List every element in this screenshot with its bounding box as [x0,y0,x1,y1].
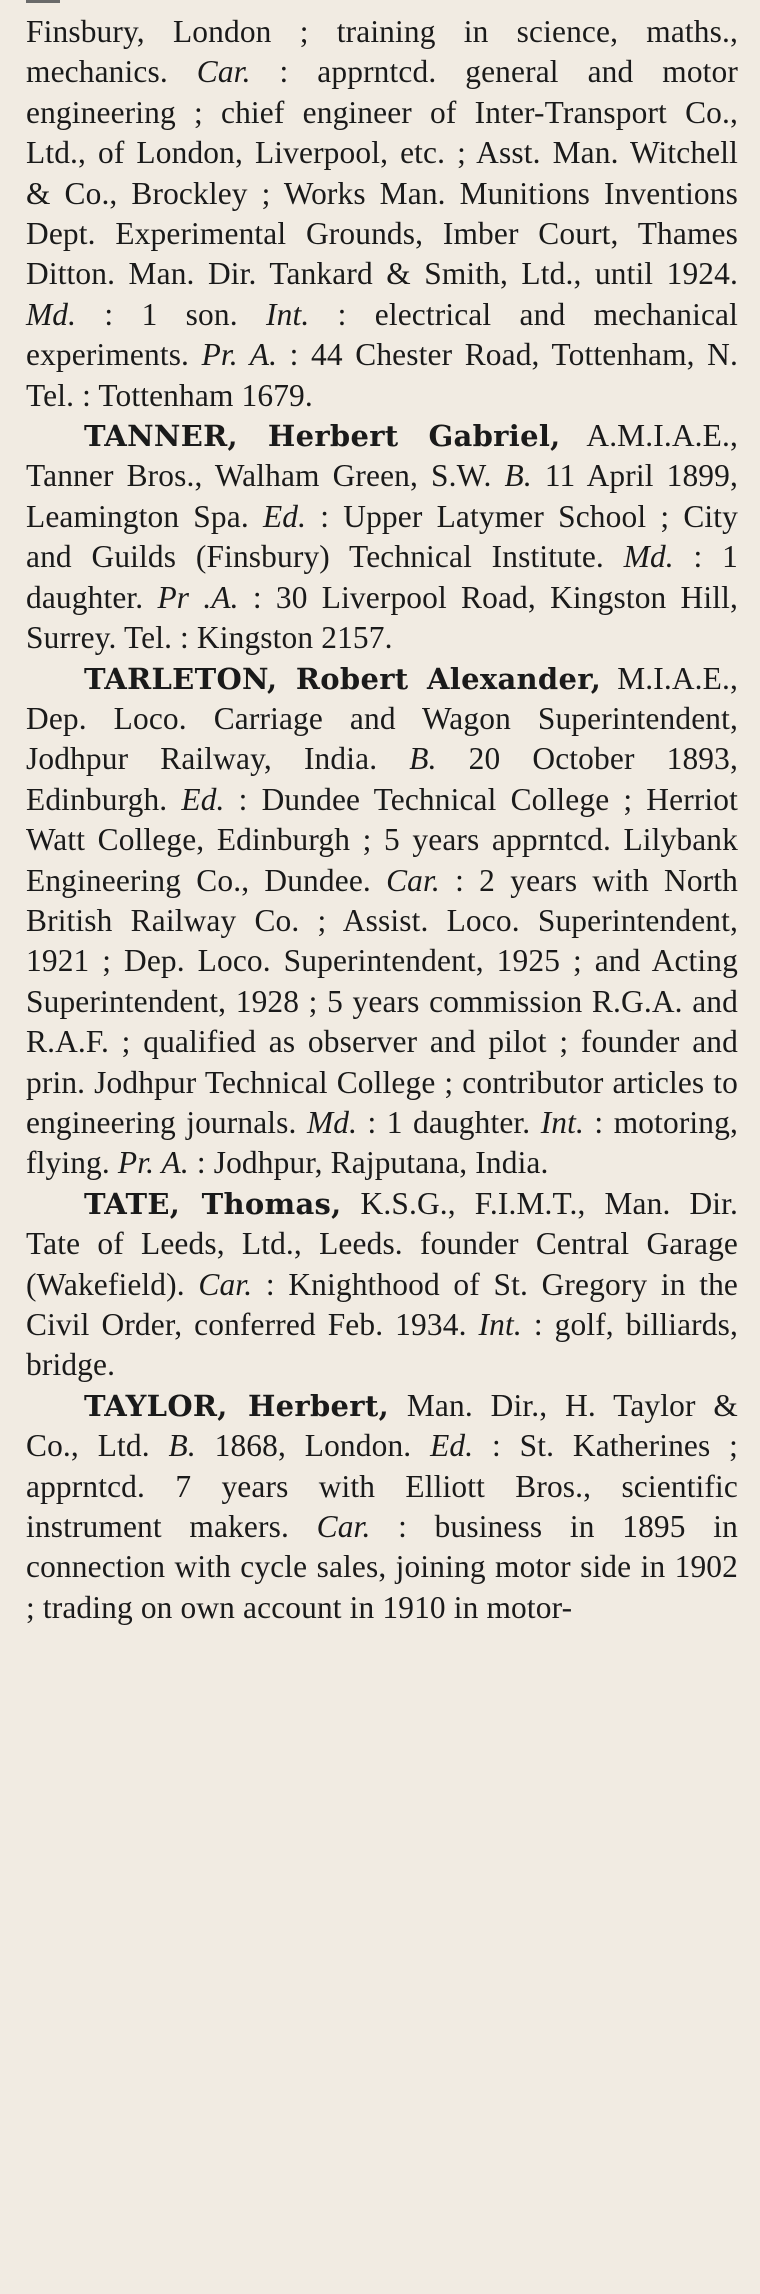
label-education: Ed. [262,498,307,534]
entry-text: 20 October 1893, Edinburgh. [26,741,738,817]
entry-taylor [26,1386,738,1628]
entry-text: 1868, London. [195,1428,431,1464]
entry-tarleton [26,659,738,1184]
entry-text: : Dundee Technical College ; Herriot Watt College, Edinburgh ; 5 years apprntcd. Lilybank Engineering Co., Dundee. [26,781,738,898]
label-married: Md. [306,1104,358,1140]
label-career: Car. [316,1509,371,1545]
entry-name: TAYLOR, Herbert, [84,1388,389,1423]
entry-text: : 1 daughter. [357,1104,541,1140]
entry-text: : 1 son. [76,296,267,332]
entry-text: : 2 years with North British Railway Co. ; Assist. Loco. Superintendent, 1921 ; Dep. Loco. Superintendent, 1925 ; and Acting Superintendent, 1928 ; 5 years commission R.G.A. and R.A.F. ; qualified as observer and pilot ; founder and prin. Jodhpur Technical College ; contributor articles to engineering journals. [26,862,738,1140]
label-career: Car. [198,1266,253,1302]
entry-text: : 30 Liverpool Road, Kingston Hill, Surrey. Tel. : Kingston 2157. [26,579,738,656]
entry-text: : motoring, flying. [26,1104,738,1181]
entry-text: : Jodhpur, Rajputana, India. [188,1145,549,1181]
entry-text: : Upper Latymer School ; City and Guilds (Finsbury) Technical Institute. [26,498,738,575]
entry-text: : apprntcd. general and motor engineering ; chief engineer of Inter-Transport Co., Ltd., of London, Liverpool, etc. ; Asst. Man. Witchell & Co., Brockley ; Works Man. Munitions Inventions Dept. Experimental Grounds, Imber Court, Thames Ditton. Man. Dir. Tankard & Smith, Ltd., until 1924. [26,54,738,292]
label-born: B. [168,1428,196,1464]
entry-continued [26,12,738,416]
entry-tate [26,1184,738,1386]
entry-name: TARLETON, Robert Alexander, [84,661,602,696]
entry-name: TATE, Thomas, [84,1186,342,1221]
label-interests: Int. [266,296,310,332]
label-married: Md. [26,296,77,332]
label-married: Md. [623,539,674,575]
label-interests: Int. [540,1104,585,1140]
label-born: B. [409,741,437,777]
entry-text: : golf, billiards, bridge. [26,1307,738,1383]
label-education: Ed. [181,781,225,817]
label-career: Car. [386,862,440,898]
entry-text: : St. Katherines ; apprntcd. 7 years with Elliott Bros., scientific instrument makers. [26,1428,739,1545]
entry-text: : electrical and mechanical experiments. [26,296,738,373]
entry-text: : 44 Chester Road, Tottenham, N. Tel. : Tottenham 1679. [26,337,738,413]
label-private-address: Pr. A. [201,337,278,373]
entry-text: A.M.I.A.E., Tanner Bros., Walham Green, S.W. [26,418,738,494]
entry-text: Finsbury, London ; training in science, maths., mechanics. [26,14,738,90]
entry-text: Man. Dir., H. Taylor & Co., Ltd. [26,1387,738,1464]
entry-text: M.I.A.E., Dep. Loco. Carriage and Wagon Superintendent, Jodhpur Railway, India. [26,660,739,777]
label-career: Car. [196,54,251,90]
label-interests: Int. [478,1307,522,1342]
entry-text: K.S.G., F.I.M.T., Man. Dir. Tate of Leeds, Ltd., Leeds. founder Central Garage (Wakefield). [26,1185,739,1302]
label-education: Ed. [430,1428,474,1464]
label-private-address: Pr. A. [117,1145,189,1181]
label-private-address: Pr .A. [157,579,239,615]
entry-text: : 1 daughter. [26,539,738,615]
entry-text: 11 April 1899, Leamington Spa. [26,458,738,534]
entry-name: TANNER, Herbert Gabriel, [84,419,561,454]
label-born: B. [504,458,532,494]
entry-tanner [26,416,738,658]
entry-text: : business in 1895 in connection with cycle sales, joining motor side in 1902 ; trading on own account in 1910 in motor- [26,1509,738,1625]
top-rule [26,0,60,3]
entry-text: : Knighthood of St. Gregory in the Civil Order, conferred Feb. 1934. [26,1266,738,1342]
